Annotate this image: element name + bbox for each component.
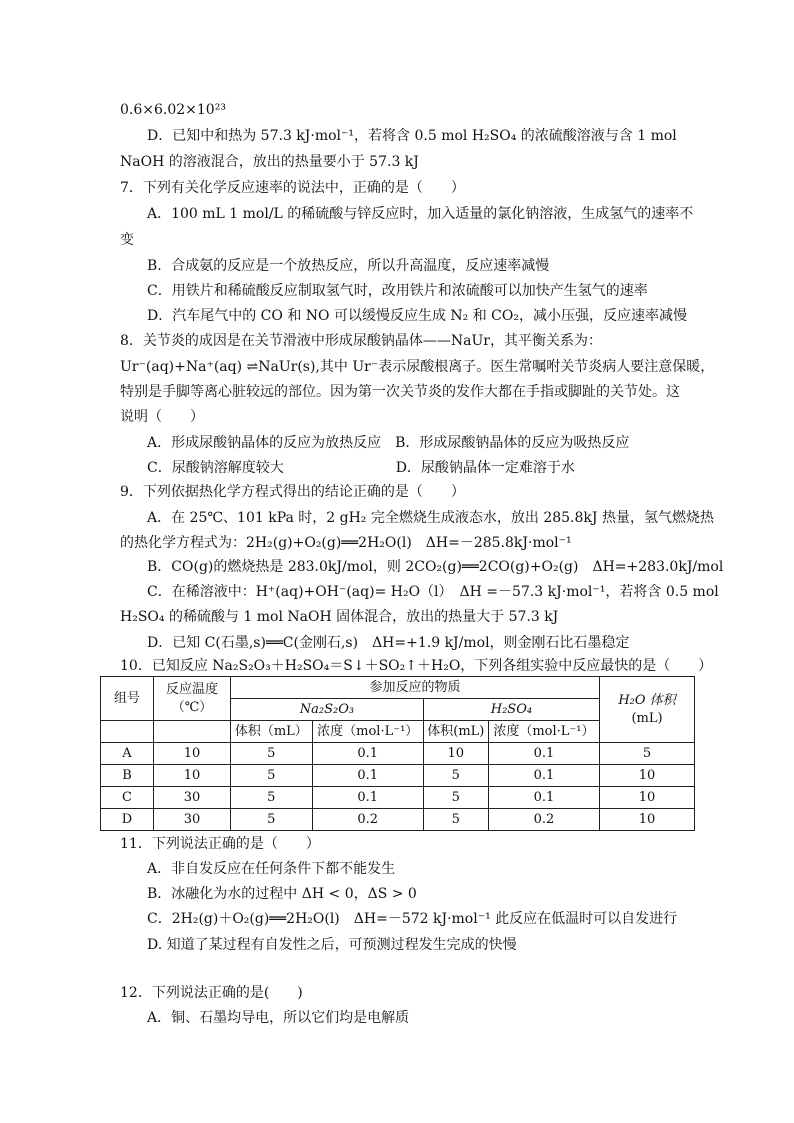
table-row: [101, 765, 695, 787]
table-cell: 5: [231, 787, 313, 809]
empty-cell: [154, 721, 231, 743]
table-cell: 10: [600, 809, 695, 831]
header-substances: 参加反应的物质: [231, 677, 600, 699]
option-line: A．形成尿酸钠晶体的反应为放热反应 B．形成尿酸钠晶体的反应为吸热反应: [147, 435, 630, 451]
header-group: 组号: [101, 677, 154, 721]
table-cell: 5: [231, 765, 313, 787]
text-line: 说明（ ）: [120, 409, 204, 425]
option-line: C．用铁片和稀硫酸反应制取氢气时，改用铁片和浓硫酸可以加快产生氢气的速率: [147, 283, 648, 299]
table-header-row: [101, 677, 695, 699]
table-cell: 5: [231, 743, 313, 765]
header-na2s2o3: Na₂S₂O₃: [231, 699, 424, 721]
table-cell: 0.2: [488, 809, 599, 831]
question-9: 9．下列依据热化学方程式得出的结论正确的是（ ）: [120, 484, 465, 500]
table-cell: 5: [423, 787, 488, 809]
question-12: 12．下列说法正确的是( ): [120, 985, 303, 1001]
table-cell: 5: [423, 765, 488, 787]
question-7: 7．下列有关化学反应速率的说法中，正确的是（ ）: [120, 180, 465, 196]
text-line: 的热化学方程式为：2H₂(g)+O₂(g)══2H₂O(l) ΔH=－285.8kJ·mol⁻¹: [120, 535, 572, 551]
option-line: C．在稀溶液中：H⁺(aq)+OH⁻(aq)= H₂O（l） ΔH =－57.3 kJ·mol⁻¹，若将含 0.5 mol: [147, 584, 719, 600]
text-line: NaOH 的溶液混合，放出的热量要小于 57.3 kJ: [120, 154, 419, 170]
header-temperature: 反应温度 （℃）: [154, 677, 231, 721]
option-line: A．铜、石墨均导电，所以它们均是电解质: [147, 1010, 410, 1026]
table-cell: 5: [423, 809, 488, 831]
table-cell: 0.1: [312, 743, 423, 765]
option-line: A．在 25℃、101 kPa 时，2 gH₂ 完全燃烧生成液态水，放出 285.8kJ 热量，氢气燃烧热: [147, 510, 714, 526]
option-line: D. 知道了某过程有自发性之后，可预测过程发生完成的快慢: [147, 937, 517, 953]
table-row: [101, 809, 695, 831]
table-cell: 30: [154, 809, 231, 831]
question-8: 8．关节炎的成因是在关节滑液中形成尿酸钠晶体——NaUr，其平衡关系为：: [120, 333, 602, 349]
table-cell: 0.1: [488, 743, 599, 765]
option-line: A．100 mL 1 mol/L 的稀硫酸与锌反应时，加入适量的氯化钠溶液，生成氢气的速率不: [147, 206, 694, 222]
option-line: B．CO(g)的燃烧热是 283.0kJ/mol，则 2CO₂(g)══2CO(g)+O₂(g) ΔH=+283.0kJ/mol: [147, 559, 724, 575]
table-cell: 10: [600, 787, 695, 809]
table-row: [101, 743, 695, 765]
table-cell: 5: [600, 743, 695, 765]
header-water-volume: H₂O 体积 (mL): [600, 677, 695, 743]
table-cell: 0.1: [488, 787, 599, 809]
header-volume: 体积(mL): [423, 721, 488, 743]
header-concentration: 浓度（mol·L⁻¹）: [488, 721, 599, 743]
table-cell: 10: [154, 743, 231, 765]
table-row: [101, 787, 695, 809]
option-line: B．冰融化为水的过程中 ΔH < 0，ΔS > 0: [147, 886, 417, 902]
option-line: D．已知 C(石墨,s)══C(金刚石,s) ΔH=+1.9 kJ/mol，则金刚石比石墨稳定: [147, 635, 630, 651]
option-line: D．汽车尾气中的 CO 和 NO 可以缓慢反应生成 N₂ 和 CO₂，减小压强，反应速率减慢: [147, 308, 687, 324]
empty-cell: [101, 721, 154, 743]
text-line: Ur⁻(aq)+Na⁺(aq) ⇌NaUr(s),其中 Ur⁻表示尿酸根离子。医生常嘱咐关节炎病人要注意保暖，: [120, 359, 715, 375]
question-11: 11．下列说法正确的是（ ）: [120, 836, 320, 852]
table-cell: B: [101, 765, 154, 787]
question-10: 10．已知反应 Na₂S₂O₃＋H₂SO₄＝S↓＋SO₂↑＋H₂O，下列各组实验中反应最快的是（ ）: [120, 658, 713, 674]
table-cell: 0.1: [312, 765, 423, 787]
table-cell: C: [101, 787, 154, 809]
table-cell: 0.1: [488, 765, 599, 787]
table-cell: D: [101, 809, 154, 831]
table-cell: A: [101, 743, 154, 765]
option-line: A．非自发反应在任何条件下都不能发生: [147, 861, 396, 877]
option-line: D．已知中和热为 57.3 kJ·mol⁻¹，若将含 0.5 mol H₂SO₄ 的浓硫酸溶液与含 1 mol: [147, 128, 677, 144]
text-line: 变: [120, 232, 134, 248]
header-h2so4: H₂SO₄: [423, 699, 599, 721]
option-line: C．2H₂(g)＋O₂(g)══2H₂O(l) ΔH=－572 kJ·mol⁻¹ 此反应在低温时可以自发进行: [147, 911, 678, 927]
option-line: B．合成氨的反应是一个放热反应，所以升高温度，反应速率减慢: [147, 258, 550, 274]
table-cell: 10: [600, 765, 695, 787]
table-cell: 0.1: [312, 787, 423, 809]
header-volume: 体积（mL）: [231, 721, 313, 743]
option-line: C．尿酸钠溶解度较大 D．尿酸钠晶体一定难溶于水: [147, 460, 575, 476]
table-cell: 0.2: [312, 809, 423, 831]
experiment-table: [100, 676, 695, 831]
text-line: 0.6×6.02×10²³: [120, 102, 226, 118]
table-cell: 5: [231, 809, 313, 831]
table-cell: 10: [154, 765, 231, 787]
header-concentration: 浓度（mol·L⁻¹）: [312, 721, 423, 743]
text-line: 特别是手脚等离心脏较远的部位。因为第一次关节炎的发作大都在手指或脚趾的关节处。这: [120, 384, 680, 400]
table-cell: 30: [154, 787, 231, 809]
text-line: H₂SO₄ 的稀硫酸与 1 mol NaOH 固体混合，放出的热量大于 57.3 kJ: [120, 609, 559, 625]
table-cell: 10: [423, 743, 488, 765]
